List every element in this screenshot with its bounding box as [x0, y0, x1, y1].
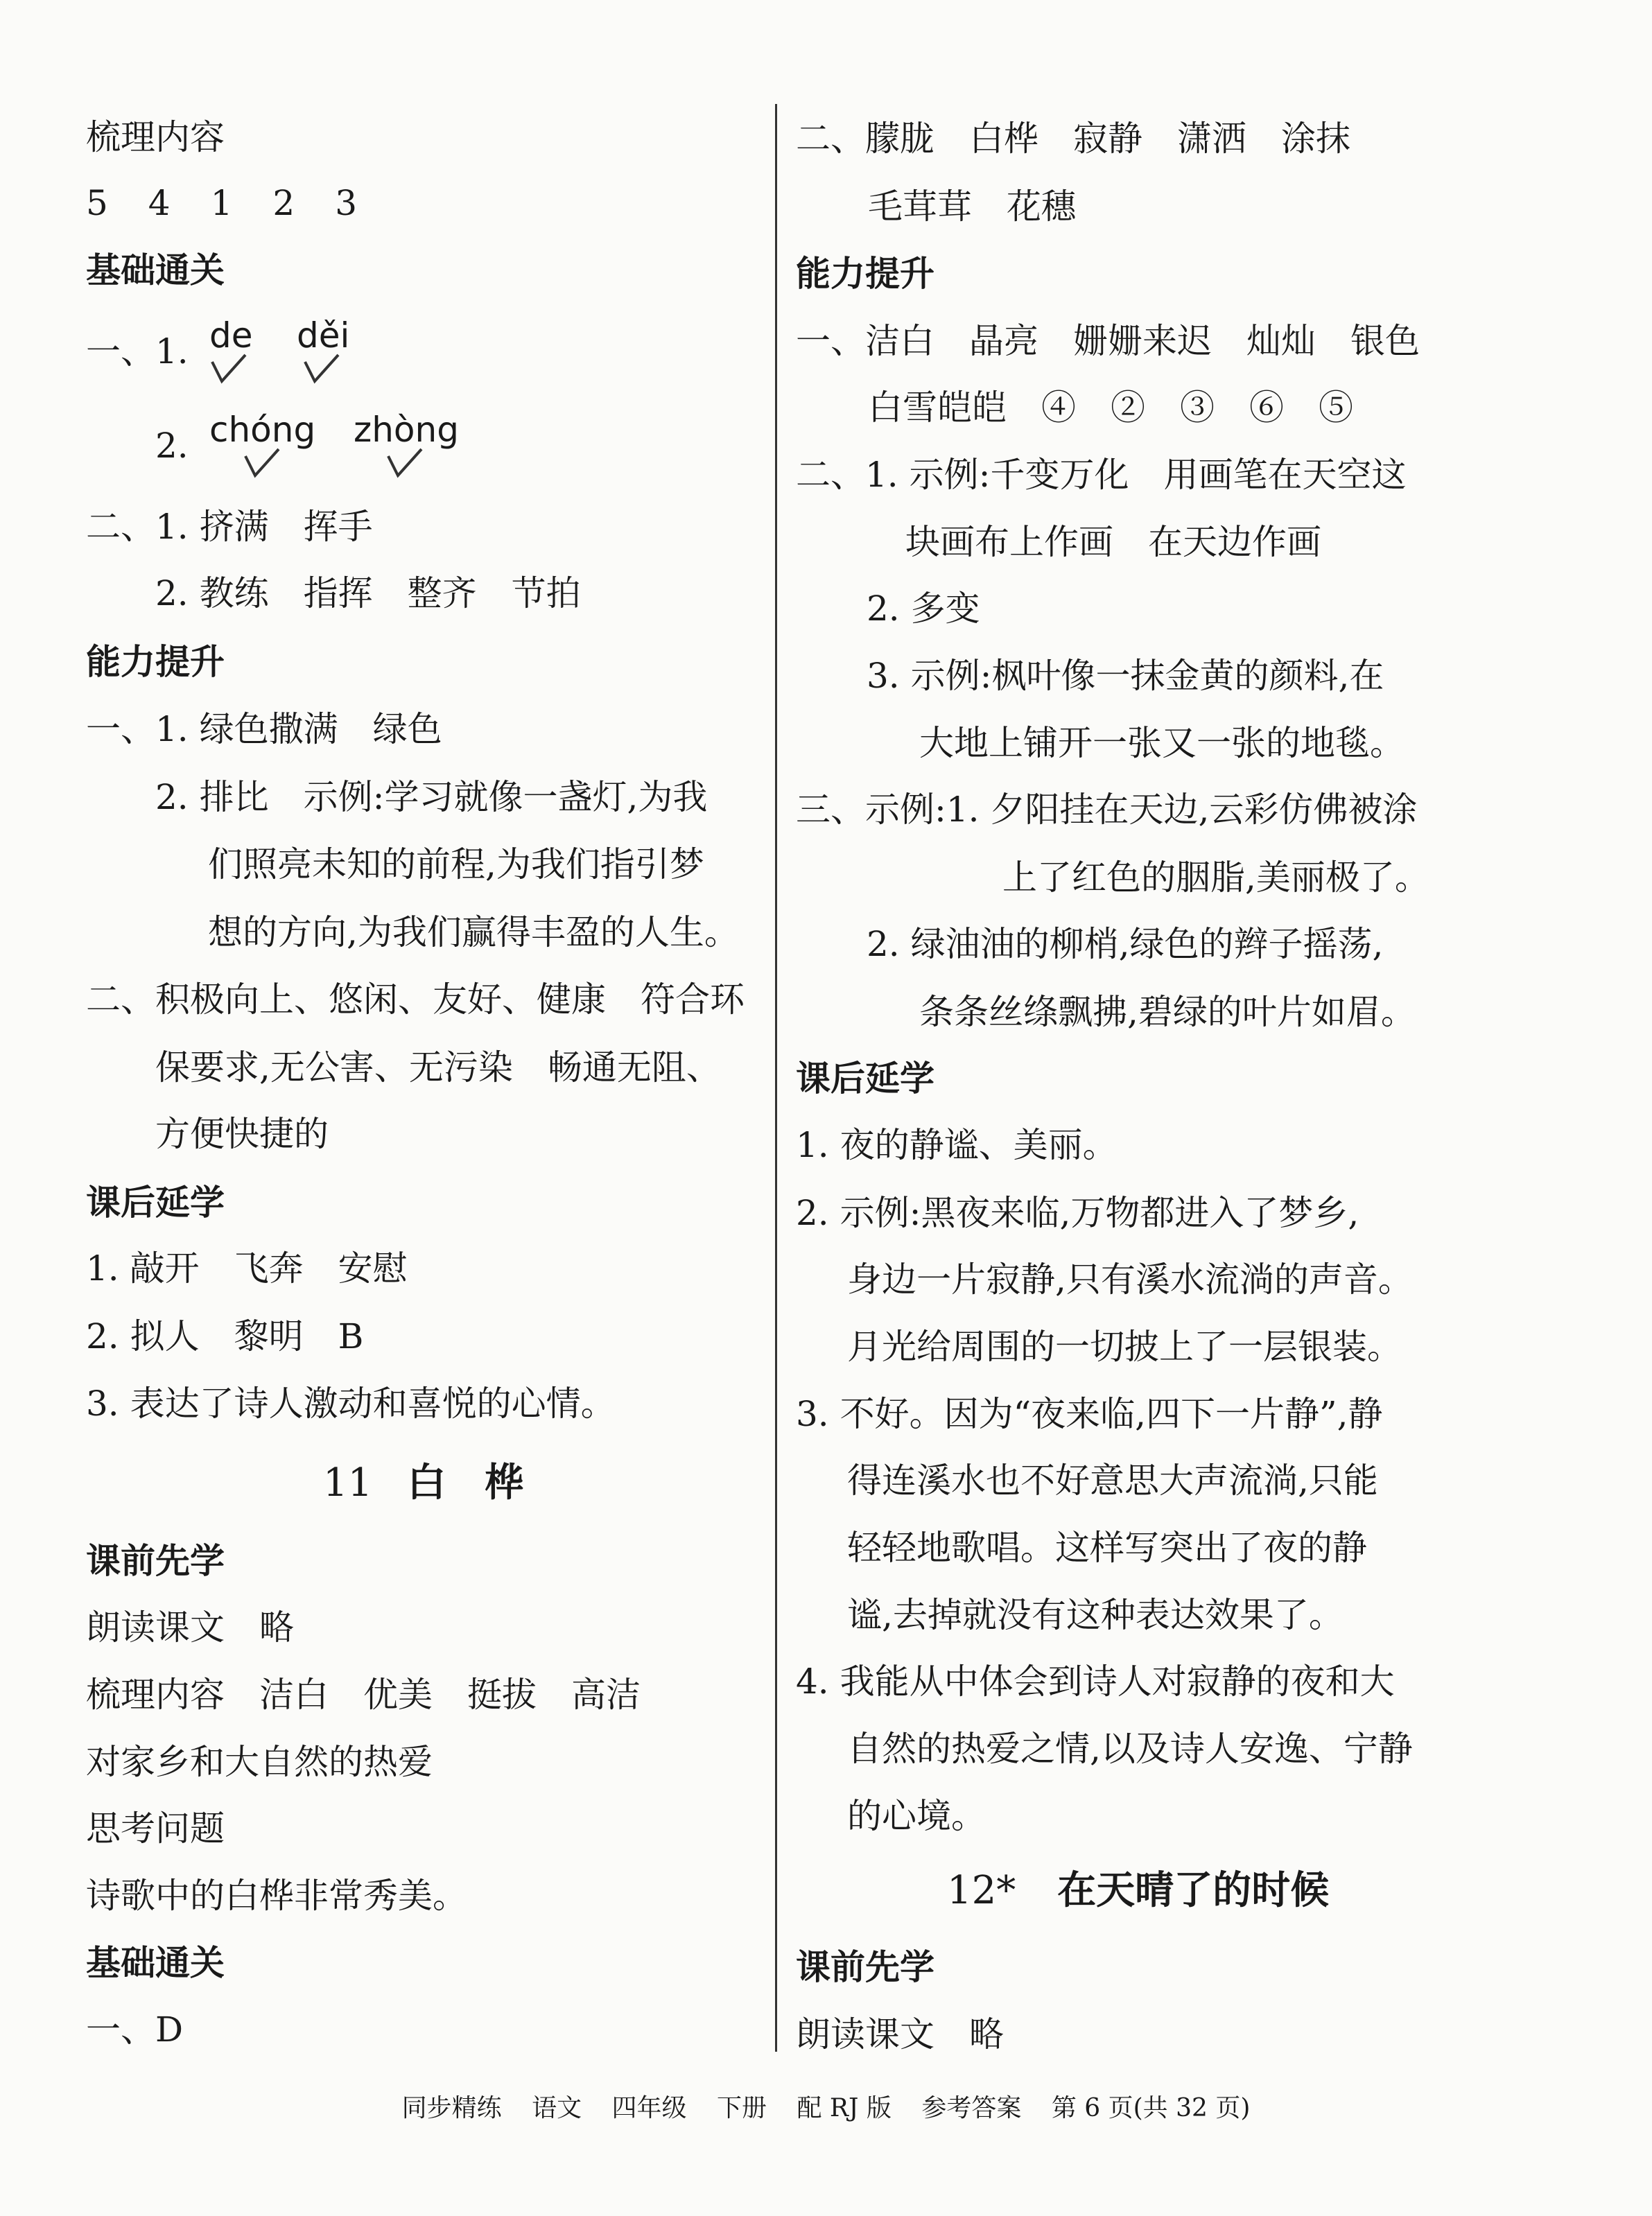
answer-line: 自然的热爱之情,以及诗人安逸、宁静 [847, 1729, 1413, 1769]
answer-line: 3. 示例:枫叶像一抹金黄的颜料,在 [867, 656, 1384, 696]
lesson-title-text: 在天晴了的时候 [1057, 1868, 1330, 1913]
section-heading-basic: 基础通关 [86, 1943, 225, 1983]
answer-line: 一、1. 绿色撒满 绿色 [86, 709, 442, 749]
question-1-2-label: 2. [155, 426, 189, 466]
answer-line: 得连溪水也不好意思大声流淌,只能 [847, 1460, 1378, 1501]
answer-line: 大地上铺开一张又一张的地毯。 [919, 723, 1405, 763]
answer-line: 的心境。 [847, 1796, 986, 1836]
section-heading-after-class: 课后延学 [796, 1058, 934, 1099]
answer-line: 一、D [86, 2009, 184, 2050]
section-heading-preview: 课前先学 [796, 1947, 934, 1987]
check-mark-icon [385, 446, 427, 480]
answer-line: 2. 排比 示例:学习就像一盏灯,为我 [155, 777, 708, 817]
answer-line: 2. 多变 [867, 588, 980, 629]
section-heading-preview: 课前先学 [86, 1541, 225, 1581]
section-heading-after-class: 课后延学 [86, 1183, 225, 1223]
answer-line: 2. 绿油油的柳梢,绿色的辫子摇荡, [867, 924, 1384, 964]
question-1-label: 一、1. [86, 331, 189, 372]
answer-line: 一、洁白 晶亮 姗姗来迟 灿灿 银色 [796, 321, 1420, 361]
footer-page-number: 第 6 页(共 32 页) [1051, 2094, 1251, 2122]
footer-answers: 参考答案 [921, 2094, 1022, 2122]
check-mark-icon [302, 352, 344, 385]
answer-line: 二、1. 挤满 挥手 [86, 507, 373, 547]
pinyin-chong: chóng [209, 410, 316, 450]
section-heading-basic: 基础通关 [86, 250, 225, 290]
answer-line: 们照亮未知的前程,为我们指引梦 [208, 844, 704, 884]
pinyin-de: de [209, 315, 253, 356]
answer-line: 诗歌中的白桦非常秀美。 [86, 1876, 467, 1916]
answer-line: 月光给周围的一切披上了一层银装。 [847, 1327, 1402, 1367]
lesson-12-title [947, 1869, 1329, 1913]
footer-edition: 配 RJ 版 [797, 2094, 892, 2122]
answer-line: 朗读课文 略 [86, 1607, 294, 1648]
sort-order: 5 4 1 2 3 [86, 183, 360, 223]
answer-line: 上了红色的胭脂,美丽极了。 [1002, 857, 1429, 898]
page-footer [0, 2093, 1652, 2124]
answer-line: 3. 表达了诗人激动和喜悦的心情。 [86, 1384, 616, 1424]
answer-line: 朗读课文 略 [796, 2014, 1004, 2054]
answer-line: 二、朦胧 白桦 寂静 潇洒 涂抹 [796, 119, 1350, 159]
sort-content-label: 梳理内容 [86, 117, 225, 157]
answer-line: 4. 我能从中体会到诗人对寂静的夜和大 [796, 1661, 1395, 1702]
lesson-title-text: 白 桦 [407, 1460, 524, 1506]
footer-book: 同步精练 [401, 2094, 502, 2122]
answer-line: 方便快捷的 [155, 1114, 329, 1154]
lesson-number: 12* [947, 1868, 1016, 1913]
answer-line: 二、1. 示例:千变万化 用画笔在天空这 [796, 455, 1407, 495]
answer-line: 二、积极向上、悠闲、友好、健康 符合环 [86, 979, 745, 1020]
section-heading-ability: 能力提升 [86, 642, 225, 682]
answer-line: 梳理内容 洁白 优美 挺拔 高洁 [86, 1675, 641, 1715]
lesson-11-title [323, 1461, 523, 1506]
answer-line: 三、示例:1. 夕阳挂在天边,云彩仿佛被涂 [796, 789, 1418, 830]
section-heading-ability: 能力提升 [796, 254, 934, 294]
check-mark-icon [243, 446, 284, 480]
answer-line: 对家乡和大自然的热爱 [86, 1742, 433, 1782]
answer-line: 块画布上作画 在天边作画 [905, 522, 1321, 562]
footer-grade: 四年级 [611, 2094, 687, 2122]
lesson-number: 11 [323, 1460, 373, 1506]
pinyin-zhong: zhòng [354, 410, 459, 450]
answer-line: 轻轻地歌唱。这样写突出了夜的静 [847, 1528, 1367, 1568]
answer-line: 白雪皑皑 ④ ② ③ ⑥ ⑤ [868, 387, 1353, 428]
answer-line: 1. 夜的静谧、美丽。 [796, 1125, 1118, 1165]
answer-line: 2. 教练 指挥 整齐 节拍 [155, 573, 581, 613]
answer-line: 身边一片寂静,只有溪水流淌的声音。 [847, 1259, 1413, 1300]
footer-volume: 下册 [717, 2094, 767, 2122]
answer-line: 思考问题 [86, 1808, 225, 1849]
answer-line: 毛茸茸 花穗 [868, 186, 1076, 227]
answer-line: 2. 拟人 黎明 B [86, 1316, 364, 1356]
check-mark-icon [209, 352, 251, 385]
answer-line: 想的方向,为我们赢得丰盈的人生。 [208, 912, 739, 952]
pinyin-dei: děi [297, 315, 350, 356]
answer-line: 3. 不好。因为“夜来临,四下一片静”,静 [796, 1394, 1383, 1434]
answer-line: 保要求,无公害、无污染 畅通无阻、 [155, 1047, 721, 1088]
answer-line: 1. 敲开 飞奔 安慰 [86, 1248, 408, 1289]
answer-line: 2. 示例:黑夜来临,万物都进入了梦乡, [796, 1193, 1359, 1233]
answer-line: 条条丝绦飘拂,碧绿的叶片如眉。 [919, 992, 1416, 1032]
column-divider [775, 104, 777, 2052]
answer-line: 谧,去掉就没有这种表达效果了。 [847, 1595, 1344, 1635]
footer-subject: 语文 [532, 2094, 582, 2122]
